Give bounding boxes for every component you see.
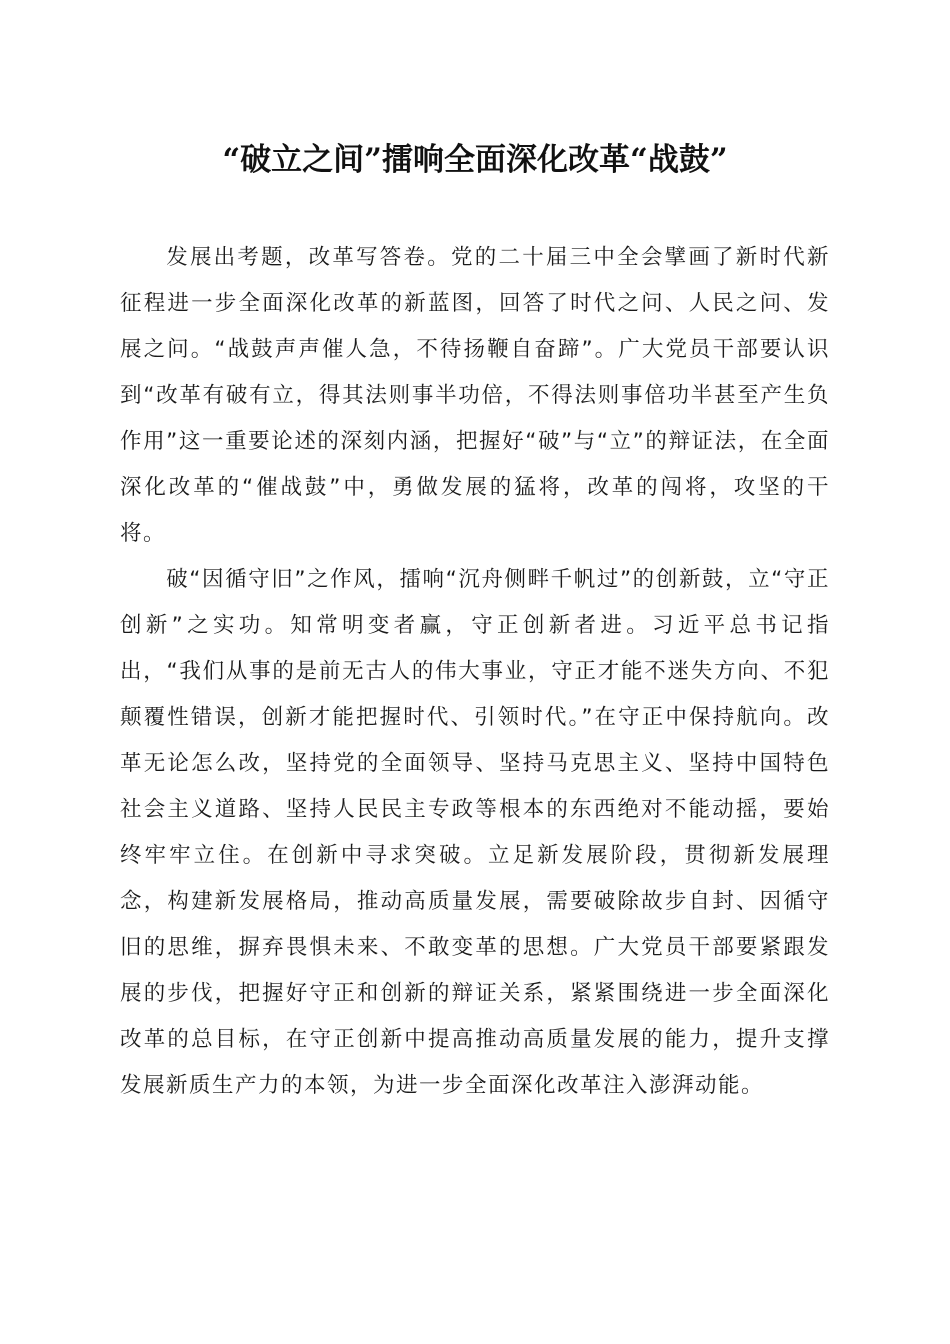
paragraph-2: 破“因循守旧”之作风，擂响“沉舟侧畔千帆过”的创新鼓，立“守正创新”之实功。知常明变者赢，守正创新者进。习近平总书记指出，“我们从事的是前无古人的伟大事业，守正才能不迷失方向、不犯颠覆性错误，创新才能把握时代、引领时代。”在守正中保持航向。改革无论怎么改，坚持党的全面领导、坚持马克思主义、坚持中国特色社会主义道路、坚持人民民主专政等根本的东西绝对不能动摇，要始终牢牢立住。在创新中寻求突破。立足新发展阶段，贯彻新发展理念，构建新发展格局，推动高质量发展，需要破除故步自封、因循守旧的思维，摒弃畏惧未来、不敢变革的思想。广大党员干部要紧跟发展的步伐，把握好守正和创新的辩证关系，紧紧围绕进一步全面深化改革的总目标，在守正创新中提高推动高质量发展的能力，提升支撑发展新质生产力的本领，为进一步全面深化改革注入澎湃动能。: [120, 567, 830, 1098]
document-body: [120, 235, 830, 1109]
document-title: “破立之间”擂响全面深化改革“战鼓”: [222, 142, 728, 178]
paragraph-1: 发展出考题，改革写答卷。党的二十届三中全会擘画了新时代新征程进一步全面深化改革的新蓝图，回答了时代之问、人民之问、发展之问。“战鼓声声催人急，不待扬鞭自奋蹄”。广大党员干部要认识到“改革有破有立，得其法则事半功倍，不得法则事倍功半甚至产生负作用”这一重要论述的深刻内涵，把握好“破”与“立”的辩证法，在全面深化改革的“催战鼓”中，勇做发展的猛将，改革的闯将，攻坚的干将。: [120, 245, 830, 546]
